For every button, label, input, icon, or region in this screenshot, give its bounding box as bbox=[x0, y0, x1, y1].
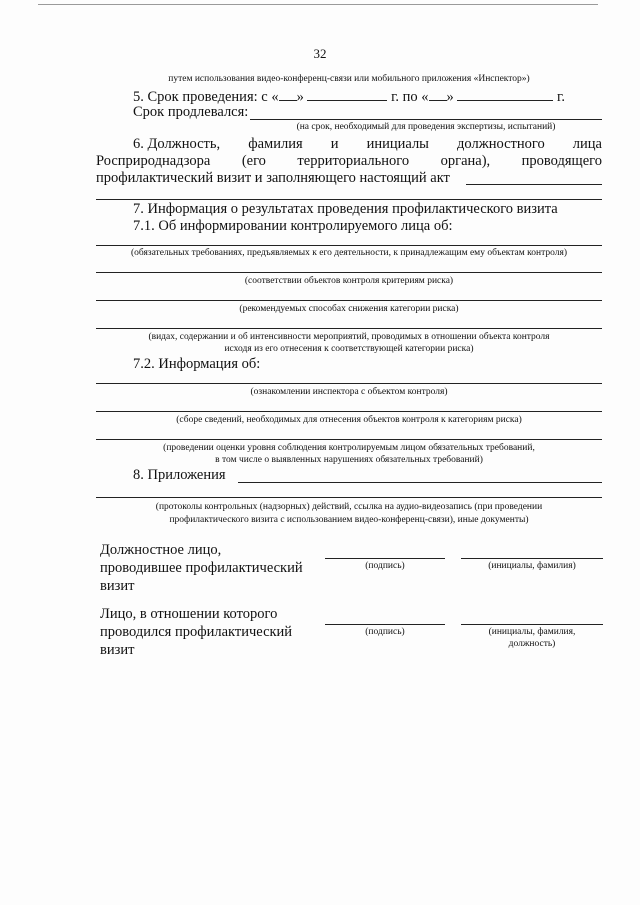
caption-71-e: исходя из его отнесения к соответствующей категории риска) bbox=[224, 344, 474, 354]
field-line bbox=[96, 383, 602, 384]
caption-71-b: (соответствии объектов контроля критериям риска) bbox=[244, 276, 454, 286]
item8-caption-2: профилактического визита с использованием видео-конференц-связи), иные документы) bbox=[169, 515, 529, 525]
item8-label: 8. Приложения bbox=[133, 467, 226, 483]
page-number: 32 bbox=[313, 46, 327, 61]
field-line bbox=[96, 300, 602, 301]
term-line: 5. Срок проведения: с « » г. по « » г. bbox=[133, 89, 565, 105]
field-line bbox=[96, 245, 602, 246]
official-name-caption: (инициалы, фамилия) bbox=[488, 561, 576, 571]
subject-name-caption: (инициалы, фамилия, должность) bbox=[488, 627, 576, 649]
caption-72-b: (сборе сведений, необходимых для отнесения объектов контроля к категориям риска) bbox=[176, 415, 522, 425]
caption-71-a: (обязательных требованиях, предъявляемых к его деятельности, к принадлежащим ему объектам контроля) bbox=[130, 248, 568, 258]
official-sign-caption: (подпись) bbox=[365, 561, 405, 571]
subject-sign-line bbox=[325, 624, 445, 625]
caption-72-d: в том числе о выявленных нарушениях обязательных требований) bbox=[215, 455, 483, 465]
item6-field-line2 bbox=[96, 199, 602, 200]
item6-line3: профилактический визит и заполняющего настоящий акт bbox=[96, 170, 450, 186]
field-line bbox=[96, 328, 602, 329]
extend-label: Срок продлевался: bbox=[133, 104, 249, 120]
scan-edge-line bbox=[38, 4, 598, 5]
item6-line1: 6. Должность, фамилия и инициалы должностного лица bbox=[133, 136, 602, 152]
official-name-line bbox=[461, 558, 603, 559]
item8-field-line2 bbox=[96, 497, 602, 498]
item71-heading: 7.1. Об информировании контролируемого лица об: bbox=[133, 218, 453, 234]
extend-field-line bbox=[250, 119, 602, 120]
caption-72-a: (ознакомлении инспектора с объектом контроля) bbox=[250, 387, 448, 397]
field-line bbox=[96, 411, 602, 412]
item8-caption-1: (протоколы контрольных (надзорных) действий, ссылка на аудио-видеозапись (при проведении bbox=[155, 502, 543, 512]
item6-line2: Росприроднадзора (его территориального органа), проводящего bbox=[96, 153, 602, 169]
item72-heading: 7.2. Информация об: bbox=[133, 356, 261, 372]
official-label: Должностное лицо, проводившее профилактический визит bbox=[100, 542, 303, 594]
item8-field-line bbox=[238, 482, 602, 483]
item7-heading: 7. Информация о результатах проведения профилактического визита bbox=[133, 201, 558, 217]
official-sign-line bbox=[325, 558, 445, 559]
subject-name-line bbox=[461, 624, 603, 625]
field-line bbox=[96, 272, 602, 273]
caption-72-c: (проведении оценки уровня соблюдения контролируемым лицом обязательных требований, bbox=[163, 443, 535, 453]
field-line bbox=[96, 439, 602, 440]
subject-label: Лицо, в отношении которого проводился профилактический визит bbox=[100, 606, 293, 658]
subject-sign-caption: (подпись) bbox=[365, 627, 405, 637]
intro-line: путем использования видео-конференц-связи или мобильного приложения «Инспектор») bbox=[168, 74, 530, 84]
extend-caption: (на срок, необходимый для проведения экспертизы, испытаний) bbox=[296, 122, 556, 132]
caption-71-c: (рекомендуемых способах снижения категории риска) bbox=[239, 304, 459, 314]
item6-field-line bbox=[466, 184, 602, 185]
caption-71-d: (видах, содержании и об интенсивности мероприятий, проводимых в отношении объекта контроля bbox=[148, 332, 550, 342]
